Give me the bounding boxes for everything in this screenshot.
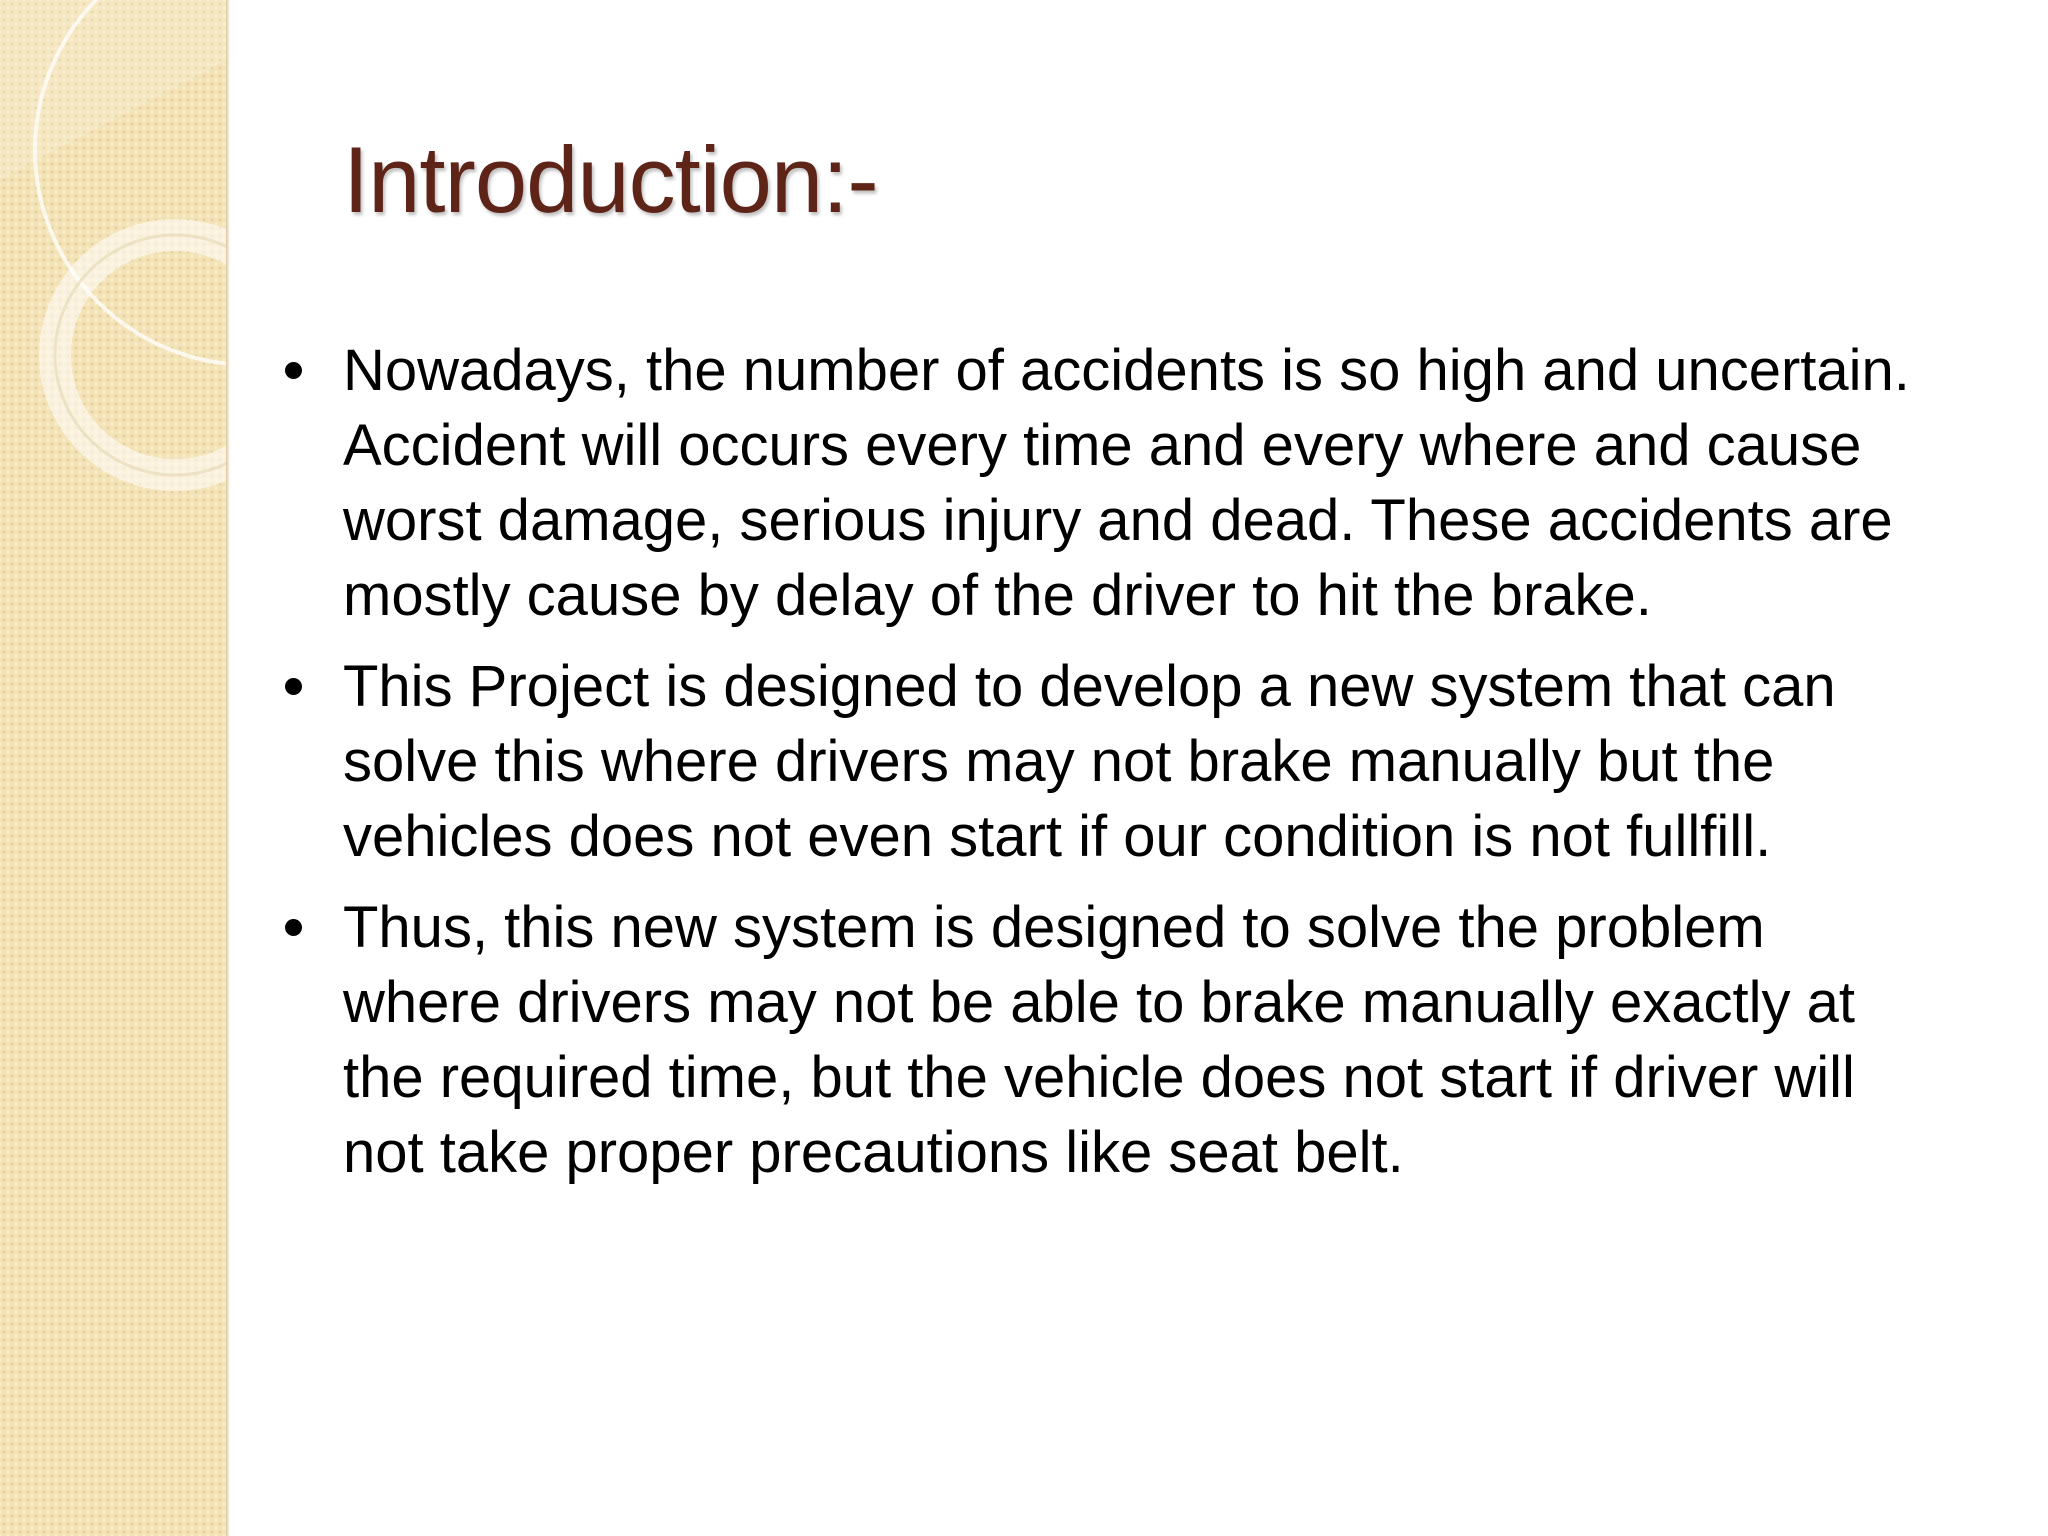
slide-title: Introduction:- bbox=[343, 127, 878, 232]
bullet-dot-icon bbox=[285, 362, 302, 379]
bullet-text: Nowadays, the number of accidents is so high and uncertain. Accident will occurs every time and every where and cause worst damage, serious injury and dead. These accidents are mostly cause by delay of the driver to hit the brake. bbox=[343, 338, 1910, 628]
bullet-dot-icon bbox=[285, 678, 302, 695]
bullet-text: This Project is designed to develop a new system that can solve this where drivers may not brake manually but the vehicles does not even start if our condition is not fullfill. bbox=[343, 654, 1836, 869]
bullet-text: Thus, this new system is designed to solve the problem where drivers may not be able to brake manually exactly at the required time, but the vehicle does not start if driver will not take proper precautions like seat belt. bbox=[343, 895, 1855, 1185]
bullet-list bbox=[275, 333, 1915, 1206]
bullet-item bbox=[275, 649, 1915, 874]
bullet-item bbox=[275, 890, 1915, 1190]
bullet-dot-icon bbox=[285, 919, 302, 936]
bullet-item bbox=[275, 333, 1915, 633]
